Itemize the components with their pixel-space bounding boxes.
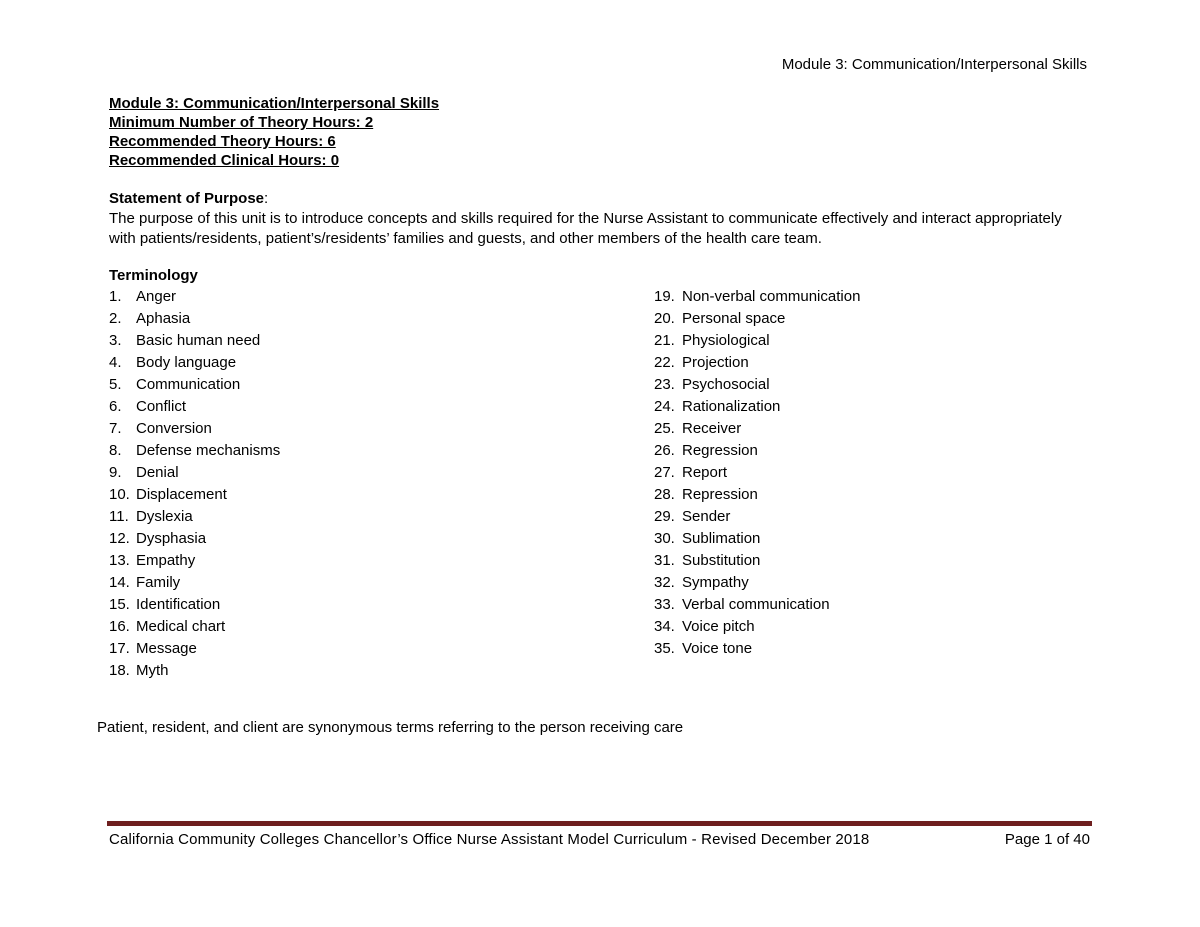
term-label: Denial bbox=[136, 464, 179, 481]
list-item bbox=[109, 595, 280, 617]
term-label: Non-verbal communication bbox=[682, 288, 861, 305]
list-item bbox=[654, 331, 860, 353]
term-label: Voice pitch bbox=[682, 618, 755, 635]
list-item bbox=[654, 507, 860, 529]
footer-source-text: California Community Colleges Chancellor’s Office Nurse Assistant Model Curriculum - Revised December 2018 bbox=[109, 831, 870, 848]
terminology-list-right bbox=[654, 287, 860, 661]
term-number: 9. bbox=[109, 464, 122, 481]
list-item bbox=[109, 353, 280, 375]
list-item bbox=[654, 287, 860, 309]
term-label: Projection bbox=[682, 354, 749, 371]
purpose-heading bbox=[109, 189, 1089, 209]
term-label: Report bbox=[682, 464, 728, 481]
term-label: Conflict bbox=[136, 398, 187, 415]
list-item bbox=[654, 551, 860, 573]
list-item bbox=[109, 529, 280, 551]
term-number: 24. bbox=[654, 398, 675, 415]
list-item bbox=[109, 507, 280, 529]
term-label: Repression bbox=[682, 486, 758, 503]
list-item bbox=[109, 287, 280, 309]
term-label: Voice tone bbox=[682, 640, 753, 657]
list-item bbox=[654, 309, 860, 331]
term-label: Sublimation bbox=[682, 530, 761, 547]
term-label: Sympathy bbox=[682, 574, 749, 591]
list-item bbox=[654, 353, 860, 375]
module-title-block bbox=[109, 94, 439, 170]
term-number: 33. bbox=[654, 596, 675, 613]
term-number: 21. bbox=[654, 332, 675, 349]
min-theory-hours: Minimum Number of Theory Hours: 2 bbox=[109, 114, 374, 131]
footer-divider bbox=[107, 821, 1092, 826]
term-number: 17. bbox=[109, 640, 130, 657]
term-number: 29. bbox=[654, 508, 675, 525]
term-number: 34. bbox=[654, 618, 675, 635]
list-item bbox=[654, 485, 860, 507]
recommended-clinical-hours: Recommended Clinical Hours: 0 bbox=[109, 152, 340, 169]
term-number: 28. bbox=[654, 486, 675, 503]
term-label: Defense mechanisms bbox=[136, 442, 281, 459]
term-label: Identification bbox=[136, 596, 221, 613]
term-number: 35. bbox=[654, 640, 675, 657]
list-item bbox=[109, 331, 280, 353]
list-item bbox=[109, 419, 280, 441]
term-number: 3. bbox=[109, 332, 122, 349]
list-item bbox=[109, 463, 280, 485]
term-number: 1. bbox=[109, 288, 122, 305]
term-label: Verbal communication bbox=[682, 596, 830, 613]
term-label: Family bbox=[136, 574, 181, 591]
term-label: Dyslexia bbox=[136, 508, 193, 525]
list-item bbox=[654, 397, 860, 419]
term-label: Displacement bbox=[136, 486, 227, 503]
term-number: 13. bbox=[109, 552, 130, 569]
list-item bbox=[654, 595, 860, 617]
purpose-text: The purpose of this unit is to introduce concepts and skills required for the Nurse Assistant to communicate effectively and interact appropriately with patients/residents, patient’s/residents’ families and guests, and other members of the health care team. bbox=[109, 210, 1062, 247]
term-label: Dysphasia bbox=[136, 530, 207, 547]
purpose-heading-label: Statement of Purpose bbox=[109, 190, 265, 207]
term-number: 25. bbox=[654, 420, 675, 437]
module-title: Module 3: Communication/Interpersonal Skills bbox=[109, 95, 440, 112]
term-label: Receiver bbox=[682, 420, 742, 437]
term-number: 19. bbox=[654, 288, 675, 305]
running-header: Module 3: Communication/Interpersonal Skills bbox=[781, 56, 1087, 73]
page-number: Page 1 of 40 bbox=[1004, 831, 1090, 848]
term-label: Anger bbox=[136, 288, 177, 305]
term-number: 7. bbox=[109, 420, 122, 437]
list-item bbox=[654, 639, 860, 661]
list-item bbox=[654, 463, 860, 485]
term-number: 14. bbox=[109, 574, 130, 591]
list-item bbox=[109, 617, 280, 639]
term-label: Substitution bbox=[682, 552, 761, 569]
list-item bbox=[654, 529, 860, 551]
term-label: Basic human need bbox=[136, 332, 261, 349]
term-number: 15. bbox=[109, 596, 130, 613]
recommended-theory-hours: Recommended Theory Hours: 6 bbox=[109, 133, 336, 150]
term-number: 6. bbox=[109, 398, 122, 415]
list-item bbox=[109, 639, 280, 661]
list-item bbox=[654, 375, 860, 397]
synonym-note: Patient, resident, and client are synonymous terms referring to the person receiving care bbox=[97, 719, 684, 736]
term-label: Rationalization bbox=[682, 398, 781, 415]
term-label: Empathy bbox=[136, 552, 196, 569]
term-label: Conversion bbox=[136, 420, 212, 437]
list-item bbox=[109, 397, 280, 419]
list-item bbox=[654, 573, 860, 595]
term-number: 12. bbox=[109, 530, 130, 547]
term-label: Aphasia bbox=[136, 310, 191, 327]
list-item bbox=[109, 551, 280, 573]
purpose-heading-colon: : bbox=[264, 190, 269, 207]
term-number: 10. bbox=[109, 486, 130, 503]
term-number: 26. bbox=[654, 442, 675, 459]
term-number: 11. bbox=[109, 508, 129, 525]
list-item bbox=[109, 485, 280, 507]
term-label: Myth bbox=[136, 662, 169, 679]
term-number: 8. bbox=[109, 442, 122, 459]
term-label: Sender bbox=[682, 508, 731, 525]
term-label: Psychosocial bbox=[682, 376, 770, 393]
term-label: Regression bbox=[682, 442, 758, 459]
term-number: 23. bbox=[654, 376, 675, 393]
list-item bbox=[109, 573, 280, 595]
term-number: 16. bbox=[109, 618, 130, 635]
term-number: 27. bbox=[654, 464, 675, 481]
term-number: 30. bbox=[654, 530, 675, 547]
list-item bbox=[109, 661, 280, 683]
term-number: 22. bbox=[654, 354, 675, 371]
term-number: 18. bbox=[109, 662, 130, 679]
terminology-heading: Terminology bbox=[109, 267, 198, 284]
list-item bbox=[654, 617, 860, 639]
term-number: 5. bbox=[109, 376, 122, 393]
list-item bbox=[109, 375, 280, 397]
term-number: 31. bbox=[654, 552, 675, 569]
terminology-list-left bbox=[109, 287, 280, 683]
term-number: 2. bbox=[109, 310, 122, 327]
list-item bbox=[109, 309, 280, 331]
list-item bbox=[654, 419, 860, 441]
term-number: 4. bbox=[109, 354, 122, 371]
term-label: Body language bbox=[136, 354, 237, 371]
term-label: Communication bbox=[136, 376, 241, 393]
term-label: Message bbox=[136, 640, 197, 657]
list-item bbox=[654, 441, 860, 463]
term-number: 20. bbox=[654, 310, 675, 327]
term-label: Medical chart bbox=[136, 618, 226, 635]
statement-of-purpose bbox=[109, 189, 1089, 249]
list-item bbox=[109, 441, 280, 463]
term-number: 32. bbox=[654, 574, 675, 591]
term-label: Physiological bbox=[682, 332, 770, 349]
term-label: Personal space bbox=[682, 310, 786, 327]
